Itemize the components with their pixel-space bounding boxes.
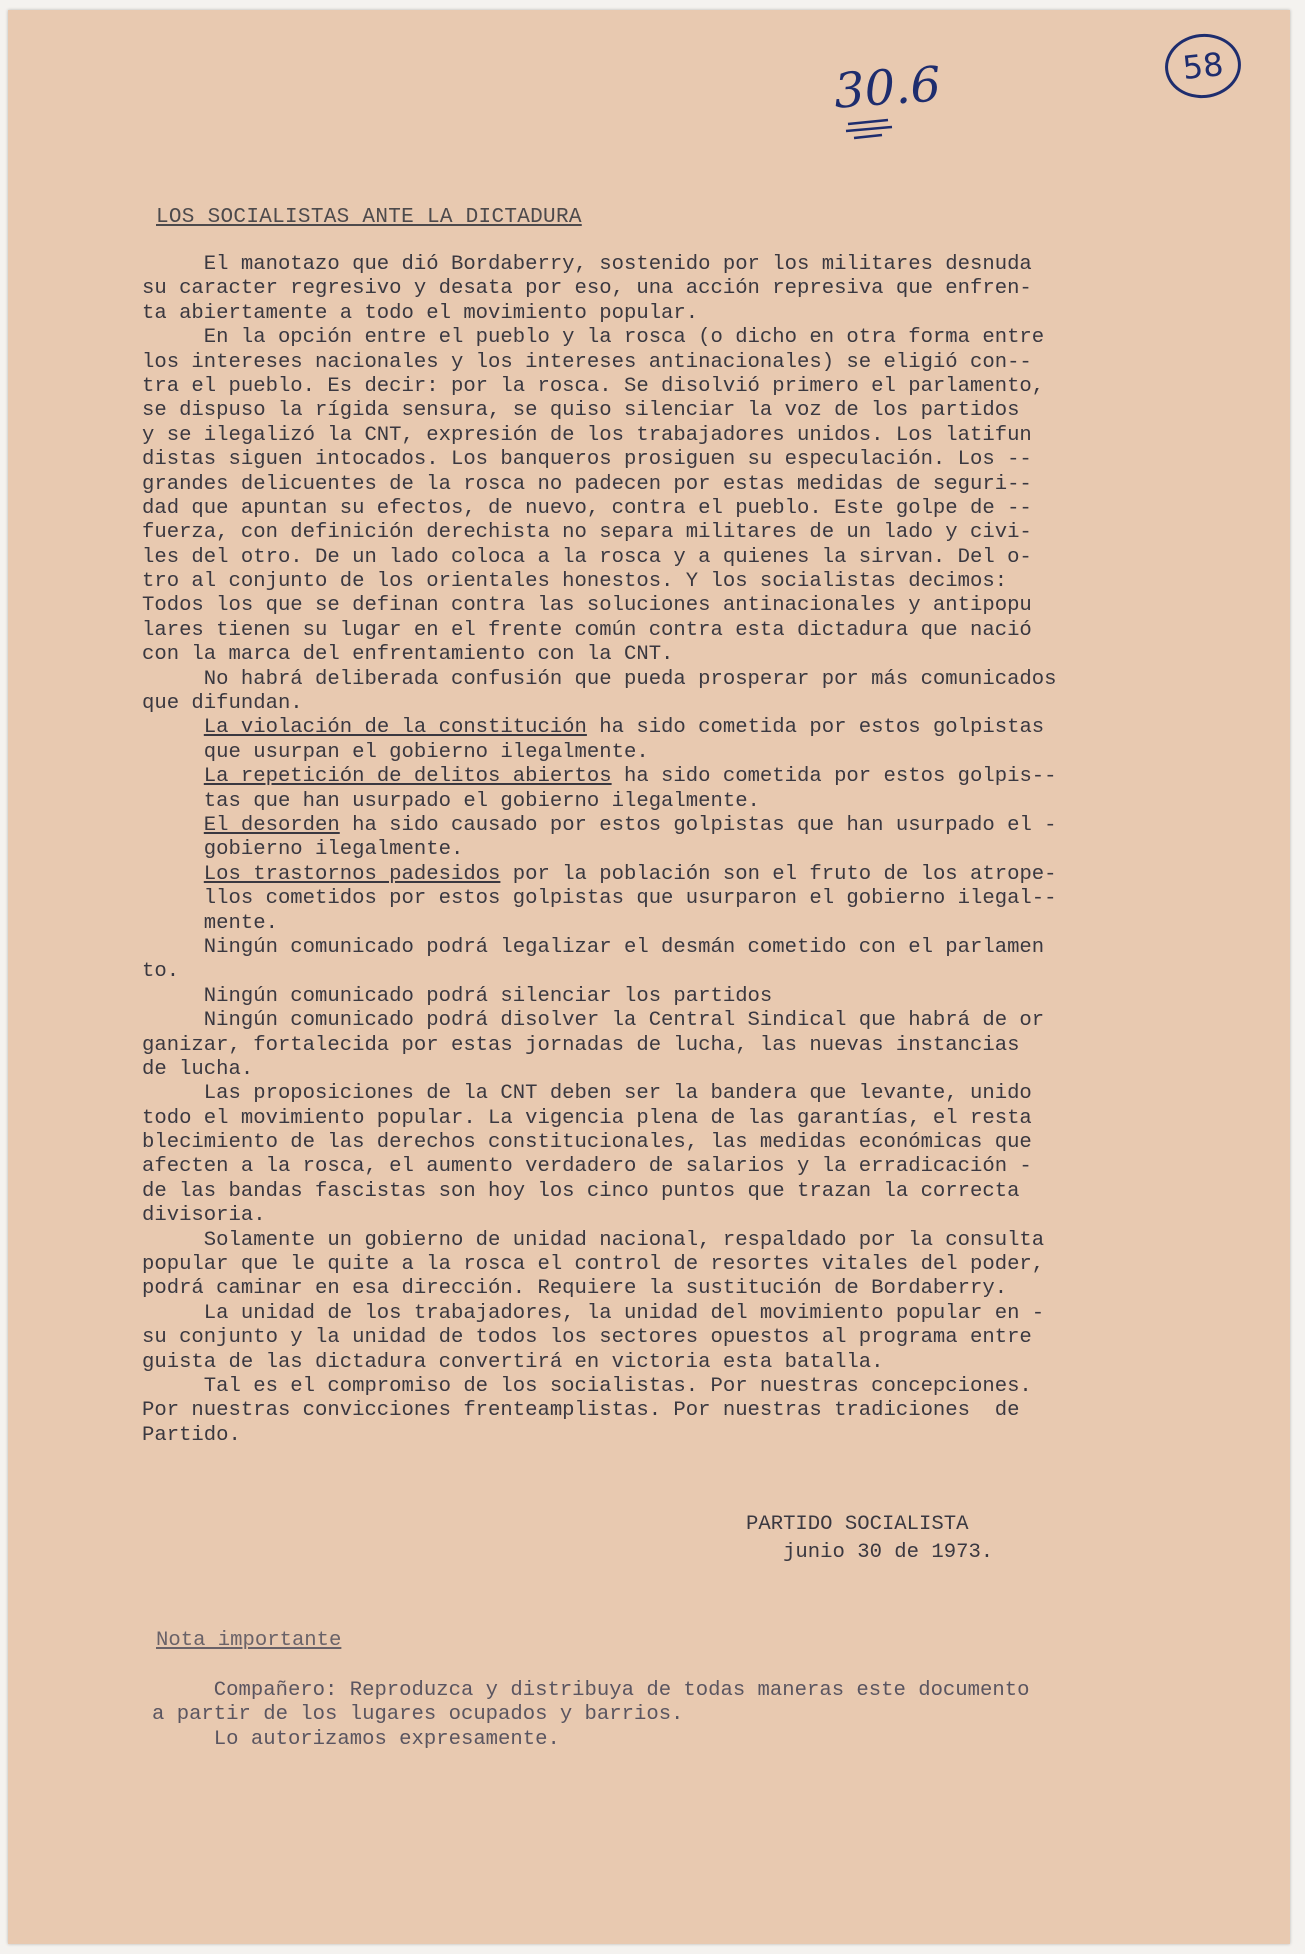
body-line: de lucha. [142,1057,254,1081]
body-line: No habrá deliberada confusión que pueda prosperar por más comunicados [142,667,1057,691]
signature-block [746,1511,993,1567]
body-line: podrá caminar en esa dirección. Requiere la sustitución de Bordaberry. [142,1277,1008,1301]
signature-party: PARTIDO SOCIALISTA [746,1513,969,1536]
body-line: gobierno ilegalmente. [142,838,464,862]
body-line: La repetición de delitos abiertos ha sido cometida por estos golpis-- [203,765,1057,789]
document-body [142,253,1202,1448]
body-line: El desorden ha sido causado por estos golpistas que han usurpado el - [203,813,1057,837]
body-line: guista de las dictadura convertirá en victoria esta batalla. [142,1350,884,1374]
body-line: fuerza, con definición derechista no separa militares de un lado y civi- [142,521,1032,545]
body-line: ta abiertamente a todo el movimiento popular. [142,301,699,325]
body-line: Ningún comunicado podrá legalizar el desmán cometido con el parlamen [142,935,1045,959]
note-line: a partir de los lugares ocupados y barrios. [152,1703,684,1727]
body-line: El manotazo que dió Bordaberry, sostenido por los militares desnuda [142,253,1032,276]
body-line: se dispuso la rígida sensura, se quiso silenciar la voz de los partidos [142,399,1020,423]
body-line: grandes delicuentes de la rosca no padecen por estas medidas de seguri-- [142,472,1032,496]
body-line: popular que le quite a la rosca el control de resortes vitales del poder, [142,1253,1045,1277]
body-line: y se ilegalizó la CNT, expresión de los trabajadores unidos. Los latifun [142,423,1032,447]
note-line: Compañero: Reproduzca y distribuya de todas maneras este documento [152,1679,1030,1702]
body-line: to. [142,960,180,984]
body-line: que usurpan el gobierno ilegalmente. [142,740,649,764]
body-line: afecten a la rosca, el aumento verdadero de salarios y la erradicación - [142,1155,1032,1179]
body-line: Solamente un gobierno de unidad nacional, respaldado por la consulta [142,1228,1045,1252]
body-line: La unidad de los trabajadores, la unidad del movimiento popular en - [142,1301,1045,1325]
body-line: Por nuestras convicciones frenteamplistas. Por nuestras tradiciones de [142,1399,1020,1423]
body-line: que difundan. [142,692,303,716]
signature-date: junio 30 de 1973. [746,1541,994,1564]
body-line: tas que han usurpado el gobierno ilegalmente. [142,789,760,813]
body-line: Las proposiciones de la CNT deben ser la bandera que levante, unido [142,1082,1032,1106]
body-line: blecimiento de las derechos constitucionales, las medidas económicas que [142,1131,1032,1155]
body-line: ganizar, fortalecida por estas jornadas de lucha, las nuevas instancias [142,1033,1020,1057]
body-line: Ningún comunicado podrá silenciar los partidos [142,984,773,1008]
body-line: Partido. [142,1423,241,1447]
body-line: tra el pueblo. Es decir: por la rosca. Se disolvió primero el parlamento, [142,374,1045,398]
body-line: tro al conjunto de los orientales honestos. Y los socialistas decimos: [142,570,1008,594]
body-line: La violación de la constitución ha sido cometida por estos golpistas [203,716,1045,740]
note-line: Lo autorizamos expresamente. [152,1727,560,1751]
body-line: En la opción entre el pueblo y la rosca (o dicho en otra forma entre [142,326,1045,350]
body-line: dad que apuntan su efectos, de nuevo, contra el pueblo. Este golpe de -- [142,496,1032,520]
body-line: Todos los que se definan contra las soluciones antinacionales y antipopu [142,594,1032,618]
body-line: divisoria. [142,1204,266,1228]
body-line: llos cometidos por estos golpistas que usurparon el gobierno ilegal-- [142,887,1057,911]
circled-folio-number: 58 [1162,30,1244,102]
body-line: de las bandas fascistas son hoy los cinco puntos que trazan la correcta [142,1179,1020,1203]
document-title: LOS SOCIALISTAS ANTE LA DICTADURA [156,206,582,229]
body-line: con la marca del enfrentamiento con la CNT. [142,643,674,667]
body-line: mente. [142,911,278,935]
note-heading: Nota importante [156,1629,342,1652]
body-line: todo el movimiento popular. La vigencia plena de las garantías, el resta [142,1106,1032,1130]
body-line: distas siguen intocados. Los banqueros prosiguen su especulación. Los -- [142,448,1032,472]
handwritten-underline-strokes [844,118,904,148]
body-line: su caracter regresivo y desata por eso, una acción represiva que enfren- [142,277,1032,301]
note-body [152,1679,1202,1752]
body-line: los intereses nacionales y los intereses antinacionales) se eligió con-- [142,350,1032,374]
document-page [8,10,1290,1944]
body-line: les del otro. De un lado coloca a la rosca y a quienes la sirvan. Del o- [142,545,1032,569]
handwritten-folio: 30.6 [832,56,943,120]
body-line: Tal es el compromiso de los socialistas. Por nuestras concepciones. [142,1374,1032,1398]
body-line: lares tienen su lugar en el frente común contra esta dictadura que nació [142,618,1032,642]
body-line: Ningún comunicado podrá disolver la Central Sindical que habrá de or [142,1009,1045,1033]
body-line: su conjunto y la unidad de todos los sectores opuestos al programa entre [142,1326,1032,1350]
body-line: Los trastornos padesidos por la población son el fruto de los atrope- [203,862,1057,886]
